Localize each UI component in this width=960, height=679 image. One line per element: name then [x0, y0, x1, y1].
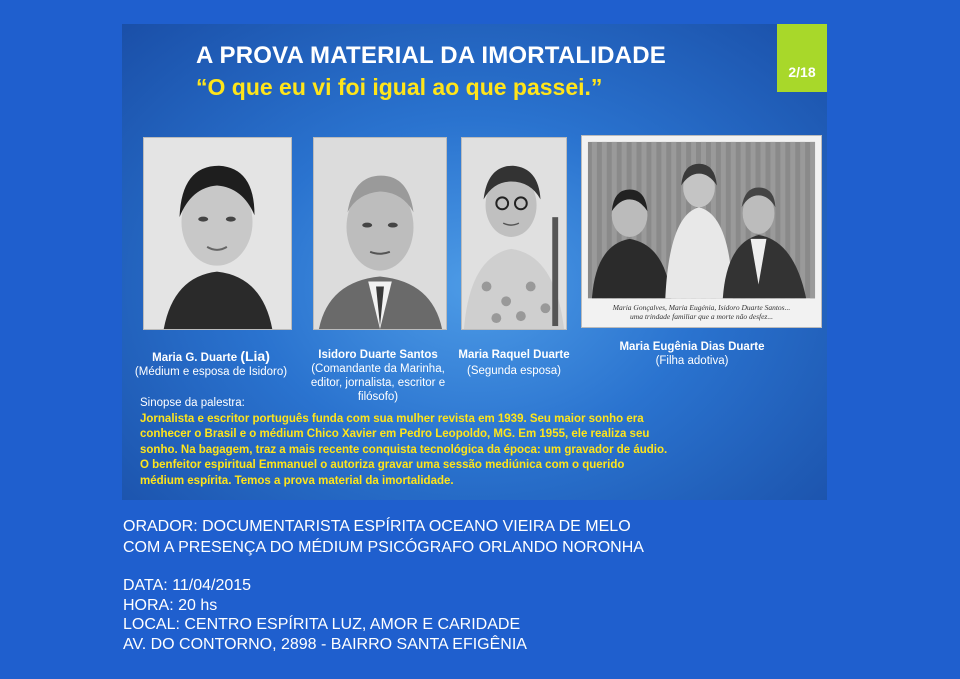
family-photo-caption: Maria Gonçalves, Maria Eugénia, Isidoro Duarte Santos... uma trindade familiar que a morte não desfez...: [612, 303, 791, 321]
family-photo: [581, 135, 822, 328]
caption-isidoro-duarte-santos: Isidoro Duarte Santos (Comandante da Marinha, editor, jornalista, escritor e filósofo): [310, 349, 446, 403]
portrait-maria-raquel-duarte: [461, 137, 567, 330]
event-guest: COM A PRESENÇA DO MÉDIUM PSICÓGRAFO ORLANDO NORONHA: [123, 539, 644, 556]
slide-subtitle: “O que eu vi foi igual ao que passei.”: [196, 74, 603, 100]
event-location: LOCAL: CENTRO ESPÍRITA LUZ, AMOR E CARIDADE: [123, 616, 521, 633]
slide-number-badge: [777, 24, 827, 92]
slide-title: A PROVA MATERIAL DA IMORTALIDADE: [196, 42, 666, 69]
caption-maria-eugenia-dias-duarte: Maria Eugênia Dias Duarte (Filha adotiva): [619, 341, 765, 367]
portrait-maria-g-duarte: [143, 137, 292, 330]
event-time: HORA: 20 hs: [123, 597, 218, 614]
presentation-slide: [122, 24, 827, 500]
synopsis: Sinopse da palestra: Jornalista e escritor português funda com sua mulher revista em 1939. Seu maior sonho era conhecer o Brasil e o médium Chico Xavier em Pedro Leopoldo, MG. Em 1955, ele realiza seu sonho. Na bagagem, traz a mais recente conquista tecnológica da época: um gravador de áudio. O benfeitor espiritual Emmanuel o autoriza gravar uma sessão mediúnica com o querido médium espírita. Temos a prova material da imortalidade.: [140, 397, 668, 487]
event-date: DATA: 11/04/2015: [123, 577, 252, 594]
portrait-isidoro-duarte-santos: [313, 137, 447, 330]
caption-maria-raquel-duarte: Maria Raquel Duarte (Segunda esposa): [458, 349, 570, 377]
event-address: AV. DO CONTORNO, 2898 - BAIRRO SANTA EFIGÊNIA: [123, 636, 527, 653]
synopsis-label: Sinopse da palestra:: [140, 397, 245, 409]
event-speaker: ORADOR: DOCUMENTARISTA ESPÍRITA OCEANO VIEIRA DE MELO: [123, 518, 631, 535]
caption-maria-g-duarte: Maria G. Duarte (Lia) (Médium e esposa de Isidoro): [134, 348, 288, 378]
slide-number: 2/18: [788, 64, 816, 80]
